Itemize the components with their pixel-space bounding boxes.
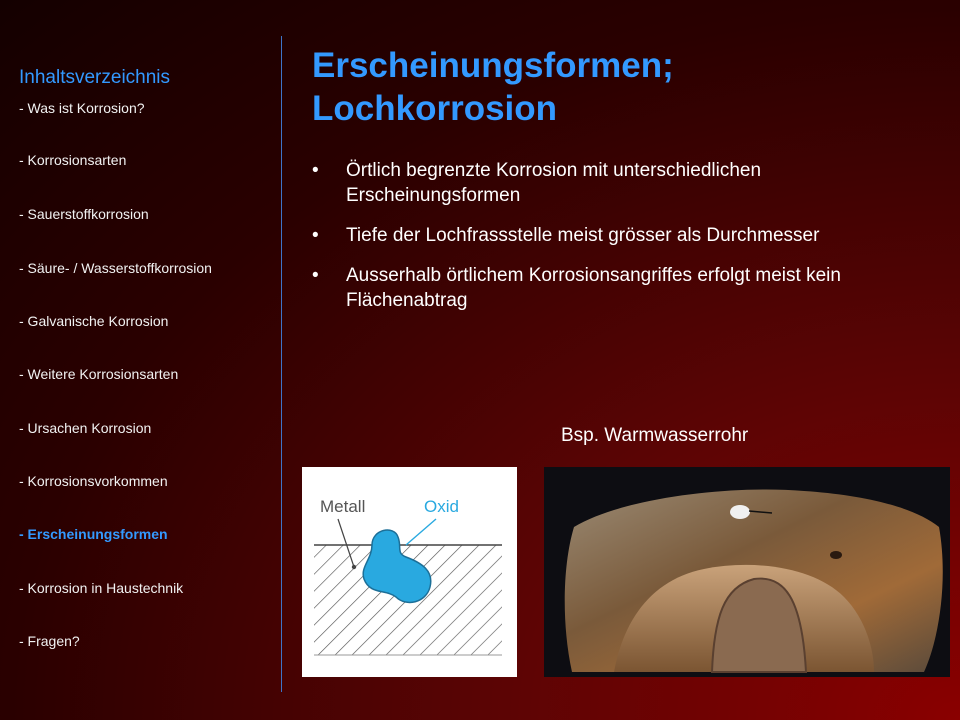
bullet-glyph: •	[312, 160, 319, 181]
toc-item-korrosionsvorkommen[interactable]: - Korrosionsvorkommen	[19, 473, 168, 489]
bullet-item	[312, 263, 912, 313]
title-line-2: Lochkorrosion	[312, 89, 558, 128]
sidebar-divider	[281, 36, 282, 692]
toc-title: Inhaltsverzeichnis	[19, 67, 171, 88]
oxide-leader-line	[406, 519, 436, 545]
bullet-item	[312, 158, 912, 208]
pitting-diagram-svg	[302, 467, 517, 677]
bullet-list	[312, 158, 912, 328]
toc-item-saeure-wasserstoffkorrosion[interactable]: - Säure- / Wasserstoffkorrosion	[19, 260, 212, 276]
photo-caption: Bsp. Warmwasserrohr	[561, 425, 749, 446]
bullet-text: Tiefe der Lochfrassstelle meist grösser als Durchmesser	[346, 225, 820, 246]
slide-title	[312, 44, 674, 130]
pipe-photo	[544, 467, 950, 677]
metal-leader-dot	[352, 565, 356, 569]
toc-item-was-ist-korrosion[interactable]: - Was ist Korrosion?	[19, 100, 145, 116]
toc-item-fragen[interactable]: - Fragen?	[19, 633, 80, 649]
corrosion-hole	[730, 505, 750, 519]
bullet-glyph: •	[312, 225, 319, 246]
toc-item-erscheinungsformen[interactable]: - Erscheinungsformen	[19, 526, 168, 542]
pitting-diagram	[302, 467, 517, 677]
toc-item-korrosion-haustechnik[interactable]: - Korrosion in Haustechnik	[19, 580, 184, 596]
toc-item-sauerstoffkorrosion[interactable]: - Sauerstoffkorrosion	[19, 206, 149, 222]
metal-label: Metall	[320, 497, 366, 516]
toc-item-weitere-korrosionsarten[interactable]: - Weitere Korrosionsarten	[19, 366, 179, 382]
title-line-1: Erscheinungsformen;	[312, 46, 674, 85]
toc-item-ursachen-korrosion[interactable]: - Ursachen Korrosion	[19, 420, 152, 436]
toc-item-korrosionsarten[interactable]: - Korrosionsarten	[19, 152, 127, 168]
pipe-photo-svg	[544, 467, 950, 677]
toc-item-galvanische-korrosion[interactable]: - Galvanische Korrosion	[19, 313, 169, 329]
bullet-item	[312, 223, 912, 248]
corrosion-pit	[830, 551, 842, 559]
bullet-text: Örtlich begrenzte Korrosion mit unterschiedlichen Erscheinungsformen	[346, 160, 762, 206]
bullet-text: Ausserhalb örtlichem Korrosionsangriffes erfolgt meist kein Flächenabtrag	[346, 265, 841, 311]
bullet-glyph: •	[312, 265, 319, 286]
oxide-label: Oxid	[424, 497, 459, 516]
